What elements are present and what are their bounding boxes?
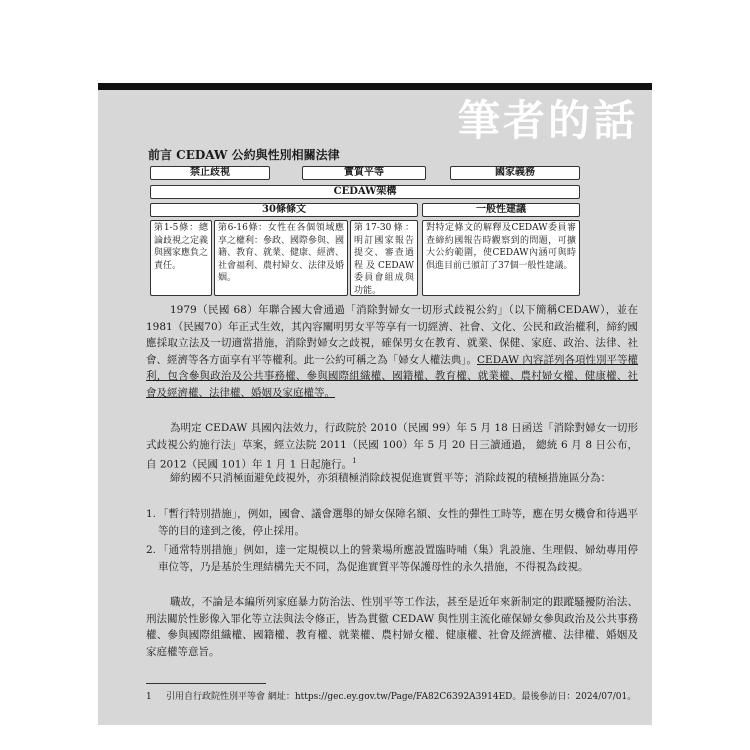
- list-item-number: 1.: [146, 508, 157, 520]
- list-item-text: 「暫行特別措施」，例如，國會、議會選舉的婦女保障名額、女性的彈性工時等，應在男女機會和待遇平等的目的達到之後，停止採用。: [158, 508, 638, 537]
- footnote-divider: [146, 683, 266, 684]
- list-item: [146, 542, 638, 575]
- articles-1-5-cell: 第1-5條：總論歧視之定義與國家應負之責任。: [150, 220, 212, 296]
- articles-6-16-cell: 第6-16條：女性在各個領域應享之權利：參政、國際參與、國籍、教育、就業、健康、經濟、社會福利、農村婦女、法律及婚姻。: [214, 220, 348, 296]
- chapter-title: 筆者的話: [457, 96, 638, 145]
- principle-nondiscrimination: 禁止歧視: [150, 166, 270, 180]
- list-item-number: 2.: [146, 544, 157, 556]
- paragraph-cedaw-intro-text: 1979（民國 68）年聯合國大會通過「消除對婦女一切形式歧視公約」（以下簡稱CEDAW），並在1981（民國70）年正式生效，其內容闡明男女平等享有一切經濟、社會、文化、公民和政治權利，締約國應採取立法及一切適當措施，消除對婦女之歧視，確保男女在教育、就業、保健、家庭、政治、法律、社會、經濟等各方面享有平等權利。此一公約可稱之為「婦女人權法典」。: [146, 304, 638, 366]
- footnote-text: 引用自行政院性別平等會 網址：https://gec.ey.gov.tw/Page/FA82C6392A3914ED。最後參訪日：2024/07/01。: [166, 692, 637, 702]
- list-item-text: 「通常特別措施」例如，達一定規模以上的營業場所應設置臨時哺（集）乳設施、生理假、婦幼專用停車位等，乃是基於生理結構先天不同，為促進實質平等保護母性的永久措施，不得視為歧視。: [158, 544, 638, 573]
- principle-state-obligation: 國家義務: [450, 166, 580, 180]
- paragraph-domestic-law: [146, 420, 638, 473]
- principle-substantive-equality: 實質平等: [302, 166, 426, 180]
- paragraph-legislation-summary: 職故，不論是本編所列家庭暴力防治法、性別平等工作法，甚至是近年來新制定的跟蹤騷擾防治法、刑法關於性影像入罪化等立法與法令修正，皆為貫徹 CEDAW 與性別主流化確保婦女參與政治及公共事務權、參與國際組織權、國籍權、教育權、就業權、農村婦女權、健康權、社會及經濟權、法律權、婚姻及家庭權等意旨。: [146, 596, 638, 658]
- general-recommendations-header: 一般性建議: [422, 203, 580, 217]
- paragraph-positive-measures: 締約國不只消極面避免歧視外，亦須積極消除歧視促進實質平等；消除歧視的積極措施區分為：: [170, 472, 611, 484]
- cedaw-framework-bar: CEDAW架構: [150, 185, 580, 199]
- section-title: 前言 CEDAW 公約與性別相關法律: [148, 148, 340, 162]
- book-page: [98, 83, 652, 725]
- paragraph-domestic-law-text: 為明定 CEDAW 具國內法效力，行政院於 2010（民國 99）年 5 月 18 日函送「消除對婦女一切形式歧視公約施行法」草案，經立法院 2011（民國 100）年 5 月 20 日三讀通過， 總統 6 月 8 日公布，自 2012（民國 101）年 1 月 1 日起施行。: [146, 422, 638, 471]
- footnote-ref: 1: [352, 457, 357, 465]
- general-recommendations-cell: 對特定條文的解釋及CEDAW委員審查締約國報告時觀察到的問題，可擴大公約範圍，使CEDAW內涵可與時俱進目前已頒訂了37個一般性建議。: [422, 220, 580, 296]
- paragraph-cedaw-rights-underlined: CEDAW 內容詳列各項性別平等權利，包含參與政治及公共事務權、參與國際組織權、國籍權、教育權、就業權、農村婦女權、健康權、社會及經濟權、法律權、婚姻及家庭權等。: [146, 353, 639, 399]
- articles-17-30-cell: 第17-30條：明訂國家報告提交、審查過程及CEDAW委員會組成與功能。: [350, 220, 418, 296]
- footnote: [146, 691, 638, 704]
- list-item: [146, 506, 638, 539]
- articles-header: 30條條文: [150, 203, 418, 217]
- paragraph-cedaw-intro: [146, 302, 638, 401]
- footnote-number: 1: [146, 692, 152, 702]
